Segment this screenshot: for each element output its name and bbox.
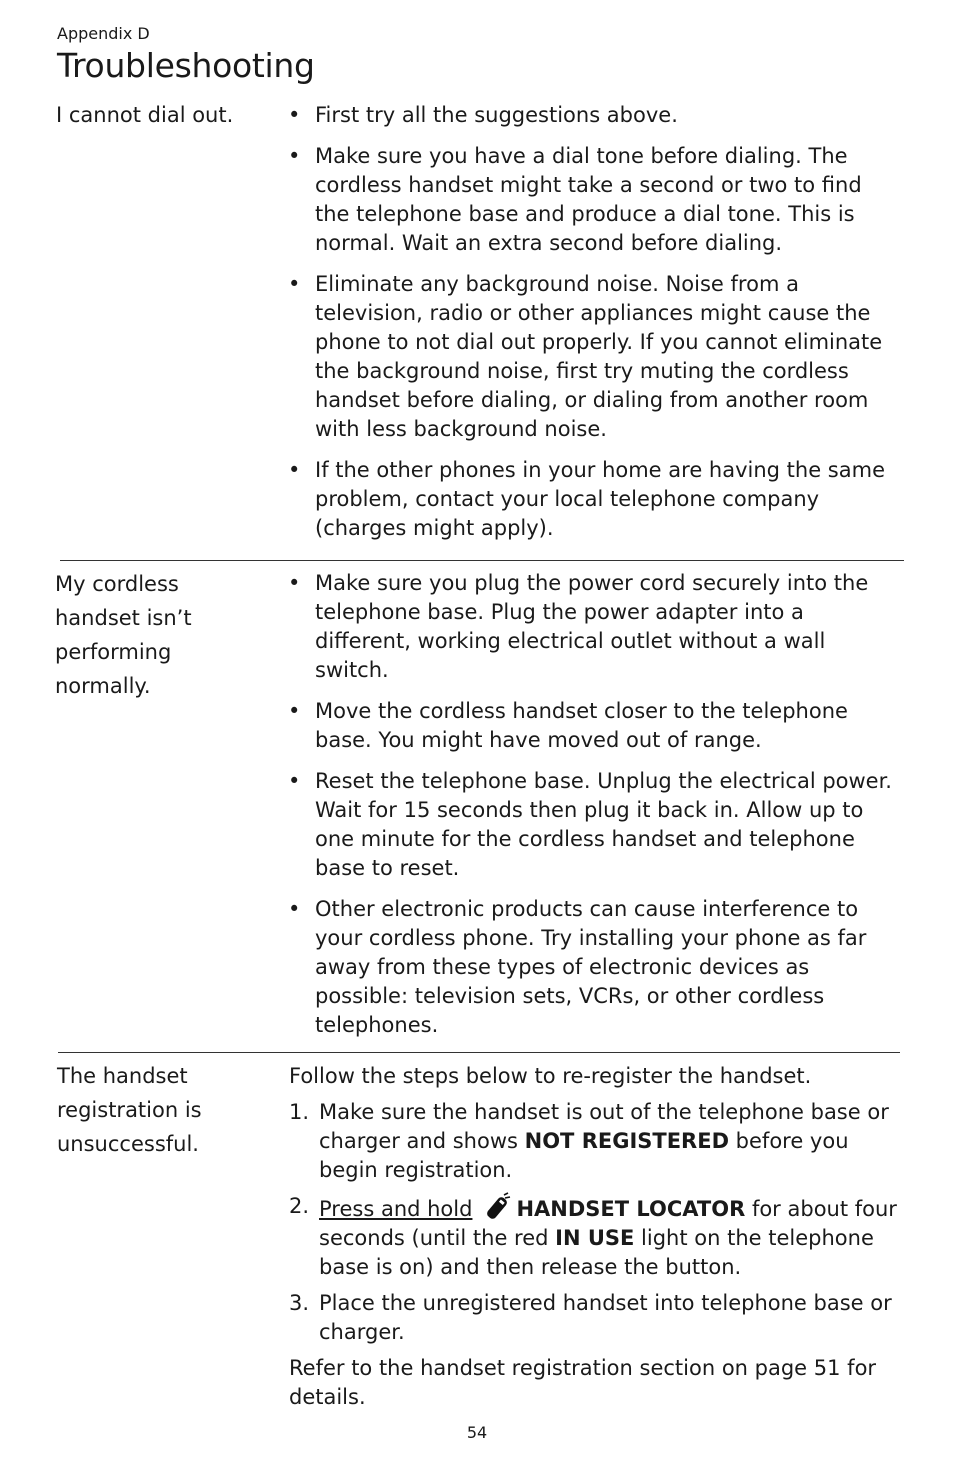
step-text: Place the unregistered handset into telephone base or charger. <box>319 1291 892 1344</box>
solutions-registration <box>289 1062 899 1412</box>
issue-label-handset-performance: My cordless handset isn’t performing normally. <box>55 572 192 698</box>
step-item <box>289 1289 899 1347</box>
registration-steps <box>289 1098 899 1347</box>
bullet-list <box>288 101 898 543</box>
step-number: 2. <box>289 1194 310 1218</box>
issue-label-dial-out: I cannot dial out. <box>56 103 234 127</box>
step-underlined-text: Press and hold <box>319 1197 473 1221</box>
bullet-item: • First try all the suggestions above. <box>288 101 898 130</box>
bullet-item: • Make sure you have a dial tone before dialing. The cordless handset might take a second or two to find the telephone base and produce a dial tone. This is normal. Wait an extra second before dialing. <box>288 142 898 258</box>
step-text: Make sure the handset is out of the telephone base or charger and shows <box>319 1100 889 1153</box>
section-divider <box>60 560 904 561</box>
step-bold-text: HANDSET LOCATOR <box>516 1197 746 1221</box>
bullet-item: • Reset the telephone base. Unplug the electrical power. Wait for 15 seconds then plug it back in. Allow up to one minute for the cordless handset and telephone base to reset. <box>288 767 898 883</box>
bullet-item: • If the other phones in your home are having the same problem, contact your local telephone company (charges might apply). <box>288 456 898 543</box>
step-item <box>289 1098 899 1185</box>
bullet-item: • Move the cordless handset closer to the telephone base. You might have moved out of range. <box>288 697 898 755</box>
step-text: light on the telephone base is on) and then release the button. <box>319 1226 874 1279</box>
section-divider <box>58 1052 900 1053</box>
issue-label-registration: The handset registration is unsuccessful. <box>57 1064 202 1156</box>
solutions-handset-performance <box>288 569 898 1052</box>
registration-outro: Refer to the handset registration section on page 51 for details. <box>289 1356 877 1409</box>
page-title: Troubleshooting <box>57 46 315 85</box>
bullet-item: • Other electronic products can cause interference to your cordless phone. Try installing your phone as far away from these types of electronic devices as possible: television sets, VCRs, or other cordless telephones. <box>288 895 898 1040</box>
handset-locator-icon <box>482 1192 512 1222</box>
step-bold-text: NOT REGISTERED <box>524 1129 729 1153</box>
bullet-item: • Make sure you plug the power cord securely into the telephone base. Plug the power adapter into a different, working electrical outlet without a wall switch. <box>288 569 898 685</box>
registration-intro: Follow the steps below to re-register the handset. <box>289 1064 812 1088</box>
page-number: 54 <box>466 1423 488 1442</box>
appendix-label: Appendix D <box>57 24 150 43</box>
step-bold-text: IN USE <box>555 1226 635 1250</box>
solutions-dial-out <box>288 101 898 555</box>
step-number: 1. <box>289 1100 310 1124</box>
step-item <box>289 1192 899 1282</box>
bullet-list <box>288 569 898 1040</box>
bullet-item: • Eliminate any background noise. Noise from a television, radio or other appliances might cause the phone to not dial out properly. If you cannot eliminate the background noise, first try muting the cordless handset before dialing, or dialing from another room with less background noise. <box>288 270 898 444</box>
step-number: 3. <box>289 1291 310 1315</box>
step-text: before you begin registration. <box>319 1129 849 1182</box>
step-text: for about four seconds (until the red <box>319 1197 897 1250</box>
